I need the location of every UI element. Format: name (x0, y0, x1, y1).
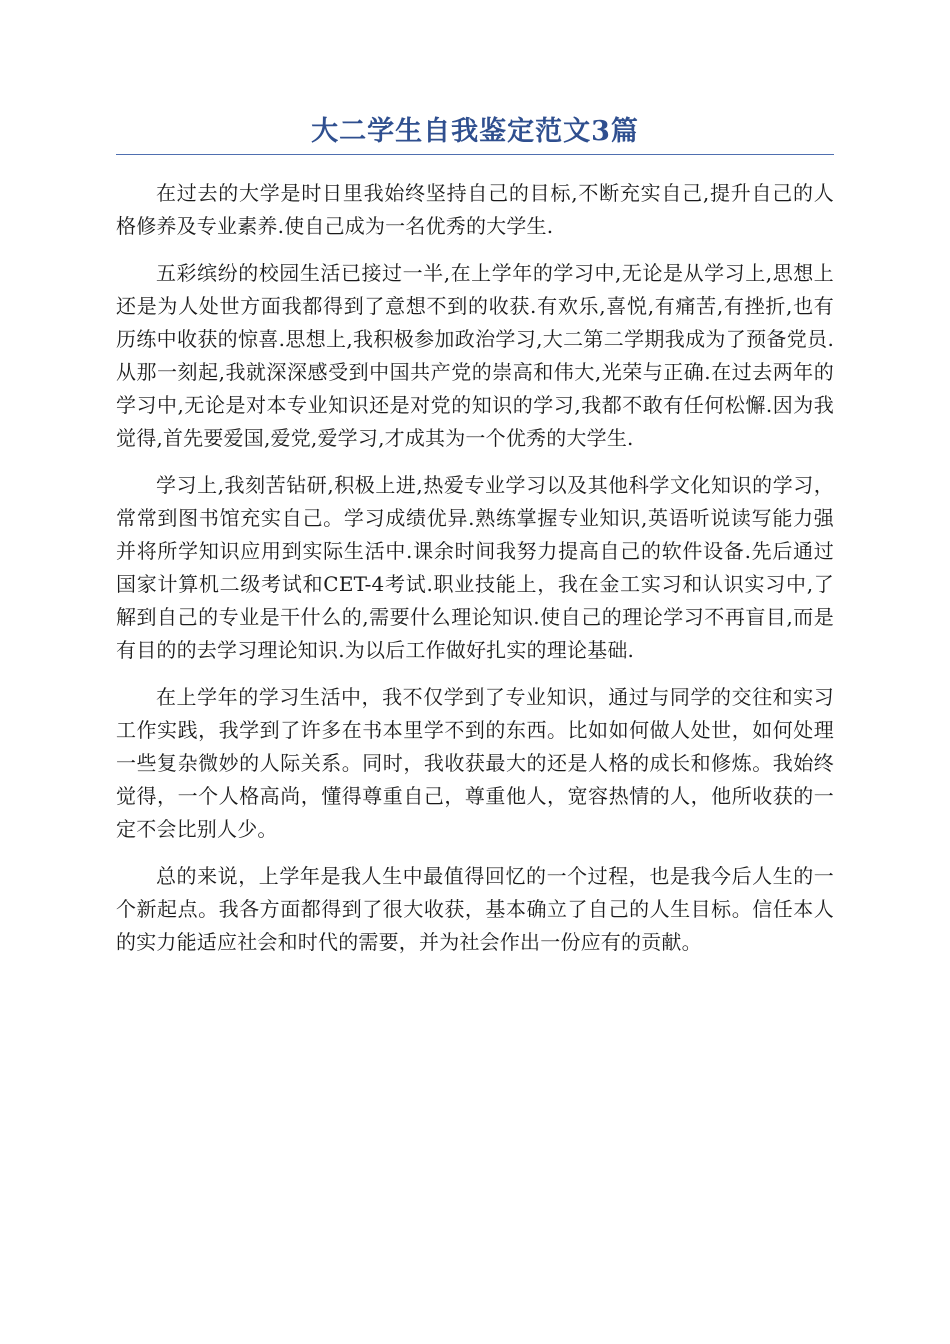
document-body (116, 177, 834, 959)
paragraph-5: 总的来说，上学年是我人生中最值得回忆的一个过程，也是我今后人生的一个新起点。我各方面都得到了很大收获，基本确立了自己的人生目标。信任本人的实力能适应社会和时代的需要，并为社会作出一份应有的贡献。 (116, 864, 834, 954)
page-title: 大二学生自我鉴定范文3篇 (311, 116, 639, 147)
paragraph-2: 五彩缤纷的校园生活已接过一半,在上学年的学习中,无论是从学习上,思想上还是为人处世方面我都得到了意想不到的收获.有欢乐,喜悦,有痛苦,有挫折,也有历练中收获的惊喜.思想上,我积极参加政治学习,大二第二学期我成为了预备党员.从那一刻起,我就深深感受到中国共产党的崇高和伟大,光荣与正确.在过去两年的学习中,无论是对本专业知识还是对党的知识的学习,我都不敢有任何松懈.因为我觉得,首先要爱国,爱党,爱学习,才成其为一个优秀的大学生. (116, 261, 834, 450)
paragraph-1: 在过去的大学是时日里我始终坚持自己的目标,不断充实自己,提升自己的人格修养及专业素养.使自己成为一名优秀的大学生. (116, 181, 834, 238)
paragraph-3: 学习上,我刻苦钻研,积极上进,热爱专业学习以及其他科学文化知识的学习，常常到图书馆充实自己。学习成绩优异.熟练掌握专业知识,英语听说读写能力强并将所学知识应用到实际生活中.课余时间我努力提高自己的软件设备.先后通过国家计算机二级考试和CET-4考试.职业技能上，我在金工实习和认识实习中,了解到自己的专业是干什么的,需要什么理论知识.使自己的理论学习不再盲目,而是有目的的去学习理论知识.为以后工作做好扎实的理论基础. (116, 473, 834, 662)
title-underline (116, 154, 834, 155)
paragraph-4: 在上学年的学习生活中，我不仅学到了专业知识，通过与同学的交往和实习工作实践，我学到了许多在书本里学不到的东西。比如如何做人处世，如何处理一些复杂微妙的人际关系。同时，我收获最大的还是人格的成长和修炼。我始终觉得，一个人格高尚，懂得尊重自己，尊重他人，宽容热情的人，他所收获的一定不会比别人少。 (116, 685, 834, 841)
